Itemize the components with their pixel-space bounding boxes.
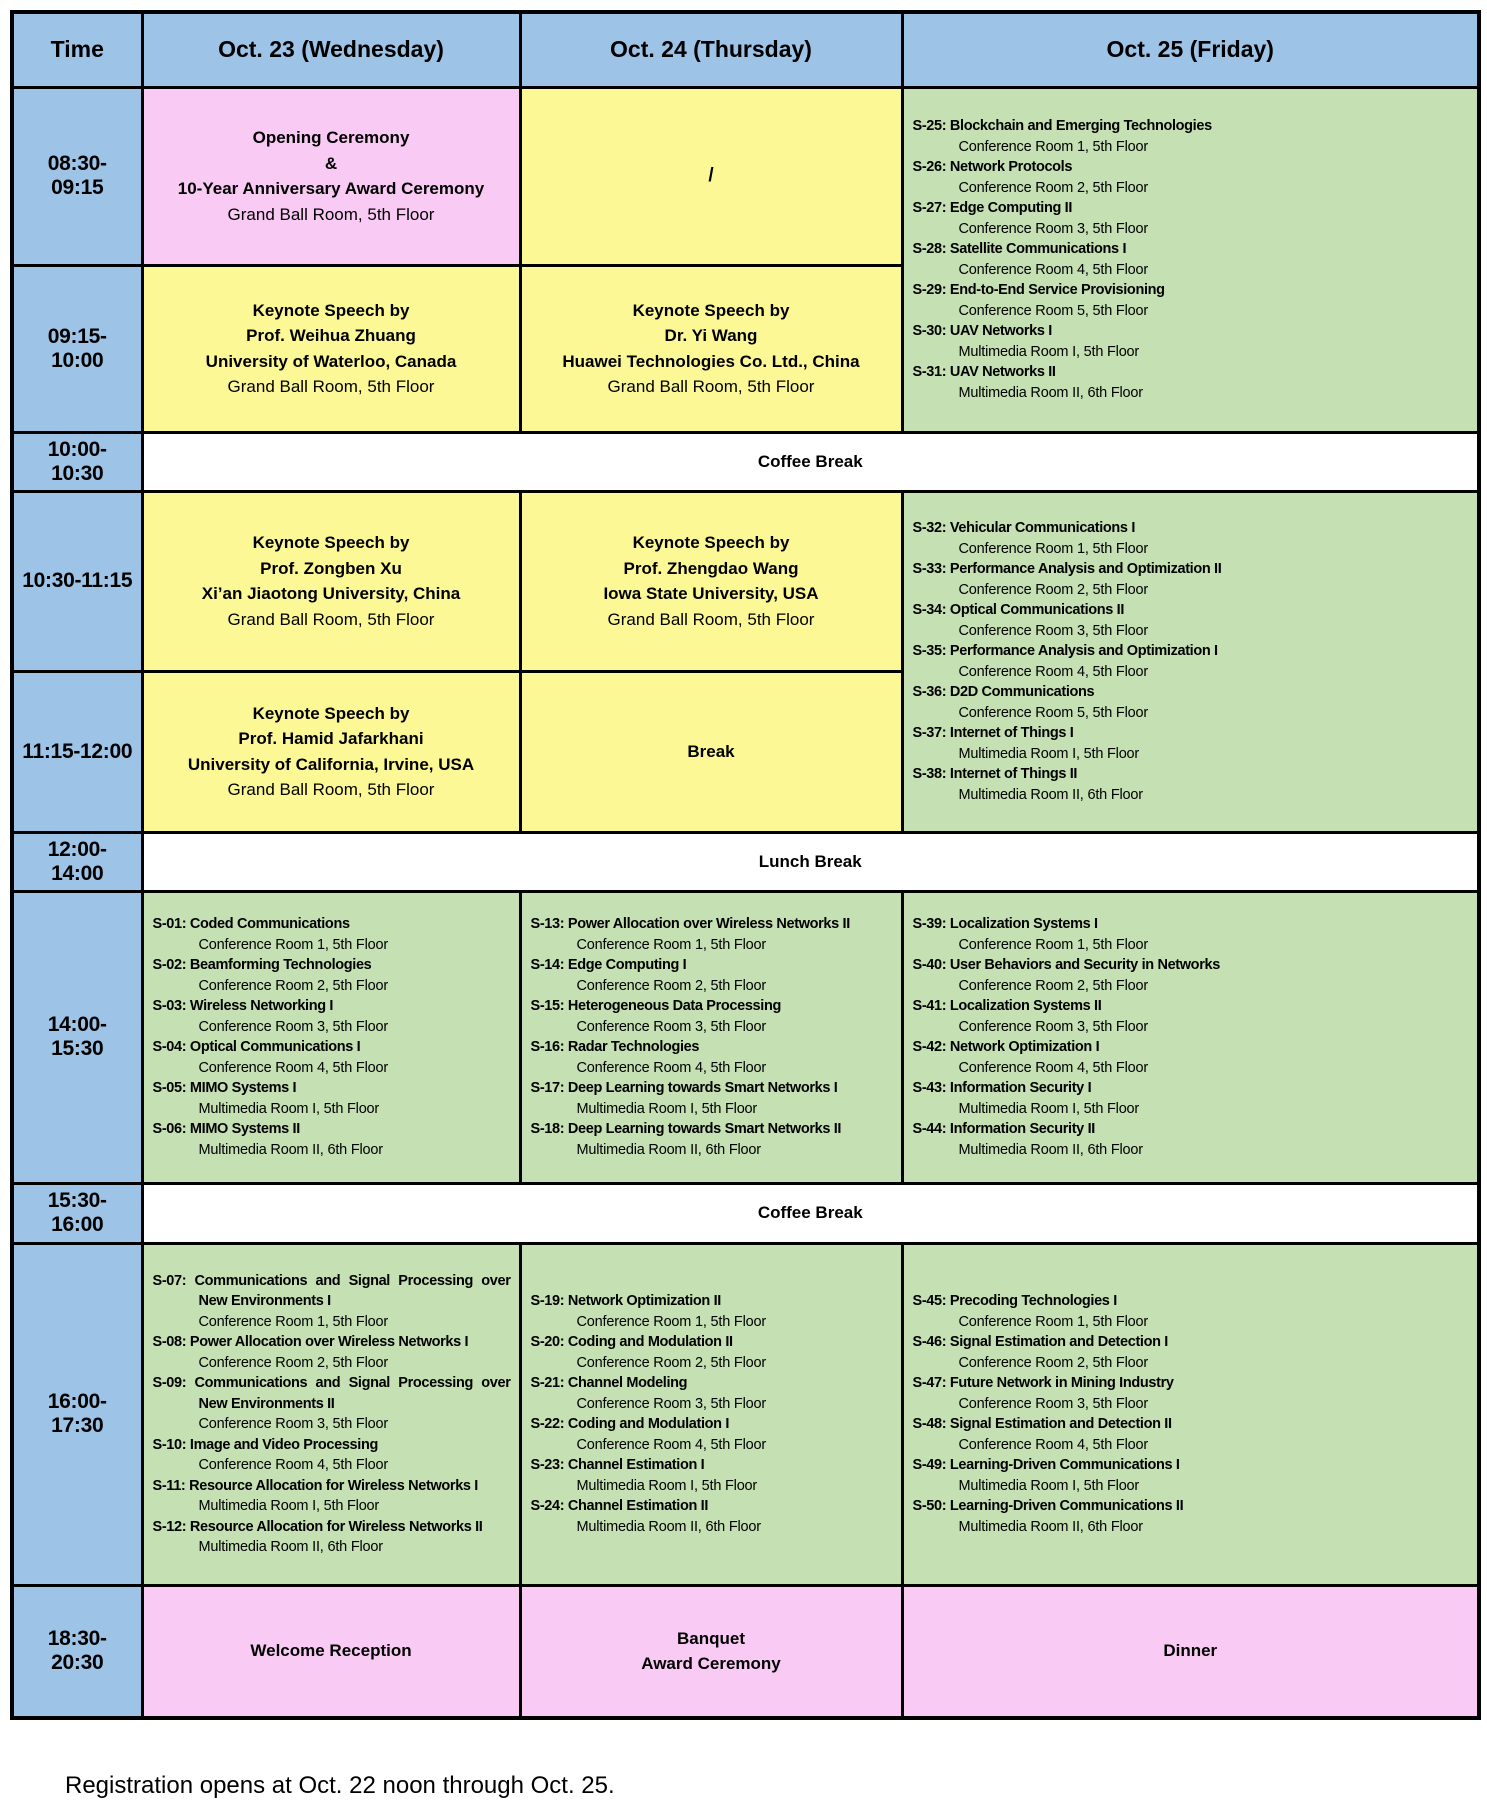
time-slot-1830-2030: 18:30-20:30 [12, 1585, 142, 1718]
session-entry [913, 1496, 1470, 1537]
opening-line-1: Opening Ceremony [252, 128, 410, 147]
time-slot-1030-1115: 10:30-11:15 [12, 491, 142, 671]
keynote-line-1: Keynote Speech by [252, 703, 410, 723]
keynote-speaker: Prof. Zhengdao Wang [623, 558, 799, 578]
keynote-speaker: Prof. Weihua Zhuang [246, 326, 416, 345]
session-room: Conference Room 3, 5th Floor [576, 1018, 766, 1035]
session-room: Multimedia Room I, 5th Floor [958, 745, 1140, 762]
session-entry [153, 1435, 511, 1476]
session-id: S-31: [912, 364, 947, 380]
session-title: Resource Allocation for Wireless Networks II [189, 1518, 483, 1535]
session-id: S-03: [152, 998, 187, 1014]
session-title: Beamforming Technologies [189, 957, 372, 973]
session-entry [913, 1455, 1470, 1496]
sessions-cell-thu-late-afternoon [520, 1243, 902, 1585]
session-entry [531, 1332, 893, 1373]
sessions-cell-wed-late-afternoon [142, 1243, 520, 1585]
session-entry [531, 1078, 893, 1119]
session-entry [913, 239, 1470, 280]
sessions-cell-fri-morning [902, 87, 1479, 432]
session-id: S-05: [152, 1080, 187, 1096]
row-lunch-break [12, 832, 1479, 891]
keynote-affiliation: Xi’an Jiaotong University, China [201, 584, 461, 603]
session-title: Future Network in Mining Industry [949, 1375, 1174, 1391]
session-entry [153, 914, 511, 955]
session-room: Multimedia Room II, 6th Floor [576, 1141, 761, 1158]
keynote-zhuang-cell [142, 265, 520, 432]
session-id: S-50: [912, 1498, 947, 1514]
session-room: Multimedia Room I, 5th Floor [958, 1477, 1140, 1494]
session-title: Blockchain and Emerging Technologies [949, 118, 1212, 134]
session-id: S-14: [530, 957, 565, 973]
session-entry [913, 600, 1470, 641]
session-room: Conference Room 4, 5th Floor [958, 663, 1148, 680]
banquet-line-1: Banquet [677, 1628, 745, 1648]
session-room: Conference Room 1, 5th Floor [576, 1313, 766, 1330]
welcome-reception-cell: Welcome Reception [142, 1585, 520, 1718]
row-1030-1115 [12, 491, 1479, 671]
session-title: End-to-End Service Provisioning [949, 282, 1165, 298]
session-entry [913, 764, 1470, 805]
session-entry [153, 1119, 511, 1160]
time-slot-1200-1400: 12:00-14:00 [12, 832, 142, 891]
session-id: S-25: [912, 118, 947, 134]
session-title: Optical Communications I [189, 1039, 361, 1055]
session-id: S-22: [530, 1416, 565, 1432]
session-room: Multimedia Room I, 5th Floor [198, 1498, 380, 1514]
session-room: Conference Room 5, 5th Floor [958, 704, 1148, 721]
keynote-line-1: Keynote Speech by [632, 533, 790, 552]
session-entry [531, 1037, 893, 1078]
session-id: S-23: [530, 1457, 565, 1473]
session-room: Conference Room 1, 5th Floor [576, 936, 766, 953]
keynote-zhengdao-wang-cell [520, 491, 902, 671]
session-title: Image and Video Processing [189, 1436, 378, 1453]
session-room: Conference Room 5, 5th Floor [958, 302, 1148, 319]
conference-schedule-table [10, 10, 1481, 1720]
session-title: Vehicular Communications I [949, 520, 1135, 536]
session-room: Multimedia Room I, 5th Floor [576, 1477, 758, 1494]
session-title: Performance Analysis and Optimization I [949, 643, 1218, 659]
session-id: S-07: [152, 1272, 187, 1289]
session-entry [913, 362, 1470, 403]
session-title: Learning-Driven Communications I [949, 1457, 1180, 1473]
session-title: Network Optimization I [949, 1039, 1100, 1055]
keynote-affiliation: University of Waterloo, Canada [205, 351, 457, 371]
session-room: Conference Room 2, 5th Floor [958, 581, 1148, 598]
session-entry [531, 914, 893, 955]
session-entry [531, 1119, 893, 1160]
session-entry [153, 1271, 511, 1333]
session-room: Conference Room 2, 5th Floor [958, 179, 1148, 196]
time-slot-0830-0915: 08:30-09:15 [12, 87, 142, 265]
session-entry [913, 914, 1470, 955]
session-entry [913, 1037, 1470, 1078]
session-room: Conference Room 3, 5th Floor [958, 1395, 1148, 1412]
session-room: Multimedia Room I, 5th Floor [576, 1100, 758, 1117]
session-title: Deep Learning towards Smart Networks I [567, 1080, 838, 1096]
session-id: S-44: [912, 1121, 947, 1137]
session-entry [153, 1476, 511, 1517]
session-title: Localization Systems II [949, 998, 1102, 1014]
session-room: Conference Room 3, 5th Floor [198, 1416, 388, 1432]
session-id: S-21: [530, 1375, 565, 1391]
session-title: Network Optimization II [567, 1293, 721, 1309]
keynote-yi-wang-cell [520, 265, 902, 432]
session-room: Conference Room 4, 5th Floor [198, 1457, 388, 1473]
time-slot-1000-1030: 10:00-10:30 [12, 432, 142, 491]
session-title: D2D Communications [949, 684, 1095, 700]
session-title: MIMO Systems II [189, 1121, 300, 1137]
session-room: Conference Room 1, 5th Floor [958, 936, 1148, 953]
session-id: S-19: [530, 1293, 565, 1309]
keynote-room: Grand Ball Room, 5th Floor [607, 609, 815, 629]
session-id: S-36: [912, 684, 947, 700]
session-entry [913, 1373, 1470, 1414]
banquet-cell [520, 1585, 902, 1718]
session-title: Channel Estimation I [567, 1457, 705, 1473]
session-title: Resource Allocation for Wireless Networks I [189, 1477, 478, 1494]
session-entry [913, 1119, 1470, 1160]
session-id: S-34: [912, 602, 947, 618]
keynote-room: Grand Ball Room, 5th Floor [227, 780, 435, 799]
coffee-break-1-cell: Coffee Break [142, 432, 1479, 491]
session-id: S-45: [912, 1293, 947, 1309]
session-id: S-01: [152, 916, 187, 932]
session-entry [913, 682, 1470, 723]
session-room: Conference Room 3, 5th Floor [198, 1018, 388, 1035]
session-id: S-06: [152, 1121, 187, 1137]
session-entry [913, 1332, 1470, 1373]
keynote-line-1: Keynote Speech by [632, 300, 790, 320]
session-id: S-20: [530, 1334, 565, 1350]
session-title: Radar Technologies [567, 1039, 700, 1055]
session-id: S-26: [912, 159, 947, 175]
session-room: Multimedia Room I, 5th Floor [198, 1100, 380, 1117]
row-coffee-break-2 [12, 1183, 1479, 1243]
session-title: User Behaviors and Security in Networks [949, 957, 1220, 973]
session-room: Multimedia Room II, 6th Floor [576, 1518, 761, 1535]
header-row [12, 12, 1479, 87]
session-id: S-09: [152, 1375, 187, 1391]
row-1830-2030 [12, 1585, 1479, 1718]
session-id: S-27: [912, 200, 947, 216]
session-title: Precoding Technologies I [949, 1293, 1117, 1309]
session-room: Conference Room 4, 5th Floor [576, 1059, 766, 1076]
session-entry [913, 198, 1470, 239]
keynote-room: Grand Ball Room, 5th Floor [227, 609, 435, 629]
session-entry [913, 1078, 1470, 1119]
thursday-break-cell: Break [520, 671, 902, 832]
coffee-break-2-cell: Coffee Break [142, 1183, 1479, 1243]
session-room: Multimedia Room I, 5th Floor [958, 343, 1140, 360]
session-id: S-49: [912, 1457, 947, 1473]
session-entry [531, 996, 893, 1037]
session-entry [531, 1414, 893, 1455]
session-title: Information Security II [949, 1121, 1095, 1137]
session-title: Internet of Things I [949, 725, 1074, 741]
session-room: Conference Room 3, 5th Floor [958, 220, 1148, 237]
session-id: S-46: [912, 1334, 947, 1350]
session-title: Power Allocation over Wireless Networks II [567, 916, 850, 932]
session-title: Power Allocation over Wireless Networks I [189, 1334, 469, 1350]
session-room: Conference Room 3, 5th Floor [958, 1018, 1148, 1035]
day-header-oct-23: Oct. 23 (Wednesday) [142, 12, 520, 87]
session-room: Multimedia Room I, 5th Floor [958, 1100, 1140, 1117]
session-room: Conference Room 2, 5th Floor [958, 1354, 1148, 1371]
session-title: Edge Computing I [567, 957, 687, 973]
session-entry [913, 723, 1470, 764]
session-room: Multimedia Room II, 6th Floor [958, 384, 1143, 401]
session-entry [531, 1496, 893, 1537]
keynote-line-1: Keynote Speech by [252, 533, 410, 552]
session-room: Conference Room 3, 5th Floor [958, 622, 1148, 639]
session-room: Conference Room 4, 5th Floor [198, 1059, 388, 1076]
session-room: Multimedia Room II, 6th Floor [958, 1141, 1143, 1158]
session-entry [153, 1037, 511, 1078]
session-title: Coding and Modulation I [567, 1416, 729, 1432]
session-entry [913, 116, 1470, 157]
time-slot-1115-1200: 11:15-12:00 [12, 671, 142, 832]
session-title: Learning-Driven Communications II [949, 1498, 1184, 1514]
session-entry [531, 1455, 893, 1496]
keynote-room: Grand Ball Room, 5th Floor [607, 377, 815, 396]
session-title: Deep Learning towards Smart Networks II [567, 1121, 842, 1137]
session-title: Edge Computing II [949, 200, 1073, 216]
opening-ceremony-cell [142, 87, 520, 265]
session-title: Communications and Signal Processing over New Environments II [194, 1375, 511, 1412]
session-entry [153, 996, 511, 1037]
session-title: UAV Networks I [949, 323, 1052, 339]
session-id: S-04: [152, 1039, 187, 1055]
keynote-affiliation: University of California, Irvine, USA [187, 754, 475, 774]
session-room: Conference Room 2, 5th Floor [198, 1354, 388, 1371]
session-id: S-24: [530, 1498, 565, 1514]
session-room: Conference Room 4, 5th Floor [958, 261, 1148, 278]
no-session-slash-cell: / [520, 87, 902, 265]
keynote-speaker: Prof. Hamid Jafarkhani [238, 729, 424, 748]
session-id: S-12: [152, 1518, 187, 1535]
session-id: S-17: [530, 1080, 565, 1096]
session-id: S-13: [530, 916, 565, 932]
session-room: Conference Room 1, 5th Floor [958, 540, 1148, 557]
session-room: Multimedia Room II, 6th Floor [198, 1539, 383, 1555]
session-id: S-18: [530, 1121, 565, 1137]
session-title: Information Security I [949, 1080, 1092, 1096]
session-title: Localization Systems I [949, 916, 1098, 932]
session-id: S-08: [152, 1334, 187, 1350]
registration-note: Registration opens at Oct. 22 noon through Oct. 25. [65, 1772, 615, 1799]
session-title: MIMO Systems I [189, 1080, 297, 1096]
day-header-oct-25: Oct. 25 (Friday) [902, 12, 1479, 87]
session-room: Conference Room 1, 5th Floor [198, 1313, 388, 1330]
row-coffee-break-1 [12, 432, 1479, 491]
session-room: Multimedia Room II, 6th Floor [198, 1141, 383, 1158]
row-1400-1530 [12, 891, 1479, 1183]
session-title: Optical Communications II [949, 602, 1125, 618]
session-title: Network Protocols [949, 159, 1073, 175]
opening-line-3: 10-Year Anniversary Award Ceremony [177, 179, 485, 198]
sessions-cell-thu-afternoon [520, 891, 902, 1183]
session-title: Signal Estimation and Detection I [949, 1334, 1168, 1350]
session-title: Heterogeneous Data Processing [567, 998, 781, 1014]
session-entry [913, 955, 1470, 996]
session-room: Conference Room 4, 5th Floor [958, 1059, 1148, 1076]
session-entry [913, 1414, 1470, 1455]
session-id: S-38: [912, 766, 947, 782]
keynote-room: Grand Ball Room, 5th Floor [227, 377, 435, 396]
session-id: S-15: [530, 998, 565, 1014]
session-id: S-43: [912, 1080, 947, 1096]
time-slot-1400-1530: 14:00-15:30 [12, 891, 142, 1183]
keynote-affiliation: Iowa State University, USA [603, 584, 819, 603]
dinner-cell: Dinner [902, 1585, 1479, 1718]
keynote-line-1: Keynote Speech by [252, 300, 410, 320]
session-title: Coding and Modulation II [567, 1334, 733, 1350]
session-entry [153, 1517, 511, 1558]
session-entry [913, 559, 1470, 600]
session-entry [913, 280, 1470, 321]
session-id: S-11: [152, 1477, 186, 1494]
session-entry [153, 955, 511, 996]
session-id: S-16: [530, 1039, 565, 1055]
session-room: Conference Room 4, 5th Floor [576, 1436, 766, 1453]
opening-room: Grand Ball Room, 5th Floor [227, 204, 435, 224]
session-entry [913, 996, 1470, 1037]
keynote-speaker: Dr. Yi Wang [664, 326, 758, 345]
session-room: Conference Room 2, 5th Floor [576, 1354, 766, 1371]
session-room: Conference Room 2, 5th Floor [198, 977, 388, 994]
row-0830-0915 [12, 87, 1479, 265]
session-id: S-42: [912, 1039, 947, 1055]
keynote-jafarkhani-cell [142, 671, 520, 832]
session-title: Internet of Things II [949, 766, 1078, 782]
session-title: Coded Communications [189, 916, 350, 932]
session-entry [153, 1078, 511, 1119]
keynote-zongben-xu-cell [142, 491, 520, 671]
session-room: Conference Room 1, 5th Floor [958, 1313, 1148, 1330]
session-id: S-47: [912, 1375, 947, 1391]
lunch-break-cell: Lunch Break [142, 832, 1479, 891]
session-id: S-30: [912, 323, 947, 339]
session-title: UAV Networks II [949, 364, 1056, 380]
time-column-header: Time [12, 12, 142, 87]
session-title: Channel Modeling [567, 1375, 688, 1391]
session-room: Multimedia Room II, 6th Floor [958, 786, 1143, 803]
session-entry [153, 1373, 511, 1435]
session-title: Communications and Signal Processing over New Environments I [194, 1272, 511, 1309]
session-title: Channel Estimation II [567, 1498, 708, 1514]
session-room: Conference Room 1, 5th Floor [958, 138, 1148, 155]
keynote-speaker: Prof. Zongben Xu [260, 558, 402, 578]
session-entry [913, 157, 1470, 198]
session-id: S-39: [912, 916, 947, 932]
time-slot-1530-1600: 15:30-16:00 [12, 1183, 142, 1243]
time-slot-0915-1000: 09:15-10:00 [12, 265, 142, 432]
session-entry [531, 1291, 893, 1332]
session-entry [913, 518, 1470, 559]
session-room: Multimedia Room II, 6th Floor [958, 1518, 1143, 1535]
sessions-cell-wed-afternoon [142, 891, 520, 1183]
session-title: Satellite Communications I [949, 241, 1127, 257]
opening-line-2: & [324, 153, 338, 173]
session-title: Wireless Networking I [189, 998, 334, 1014]
session-entry [913, 321, 1470, 362]
session-id: S-37: [912, 725, 947, 741]
session-room: Conference Room 4, 5th Floor [958, 1436, 1148, 1453]
session-id: S-02: [152, 957, 187, 973]
session-id: S-41: [912, 998, 947, 1014]
session-room: Conference Room 2, 5th Floor [958, 977, 1148, 994]
keynote-affiliation: Huawei Technologies Co. Ltd., China [562, 351, 860, 371]
session-room: Conference Room 3, 5th Floor [576, 1395, 766, 1412]
session-entry [531, 1373, 893, 1414]
session-id: S-40: [912, 957, 947, 973]
session-title: Performance Analysis and Optimization II [949, 561, 1222, 577]
row-1600-1730 [12, 1243, 1479, 1585]
session-id: S-35: [912, 643, 947, 659]
sessions-cell-fri-afternoon [902, 891, 1479, 1183]
session-id: S-28: [912, 241, 947, 257]
session-entry [153, 1332, 511, 1373]
session-id: S-29: [912, 282, 947, 298]
sessions-cell-fri-late-morning [902, 491, 1479, 832]
session-title: Signal Estimation and Detection II [949, 1416, 1172, 1432]
session-entry [913, 641, 1470, 682]
session-id: S-32: [912, 520, 947, 536]
banquet-line-2: Award Ceremony [641, 1654, 781, 1674]
session-id: S-10: [152, 1436, 187, 1453]
session-entry [913, 1291, 1470, 1332]
day-header-oct-24: Oct. 24 (Thursday) [520, 12, 902, 87]
sessions-cell-fri-late-afternoon [902, 1243, 1479, 1585]
session-id: S-33: [912, 561, 947, 577]
session-entry [531, 955, 893, 996]
session-id: S-48: [912, 1416, 947, 1432]
session-room: Conference Room 1, 5th Floor [198, 936, 388, 953]
session-room: Conference Room 2, 5th Floor [576, 977, 766, 994]
time-slot-1600-1730: 16:00-17:30 [12, 1243, 142, 1585]
